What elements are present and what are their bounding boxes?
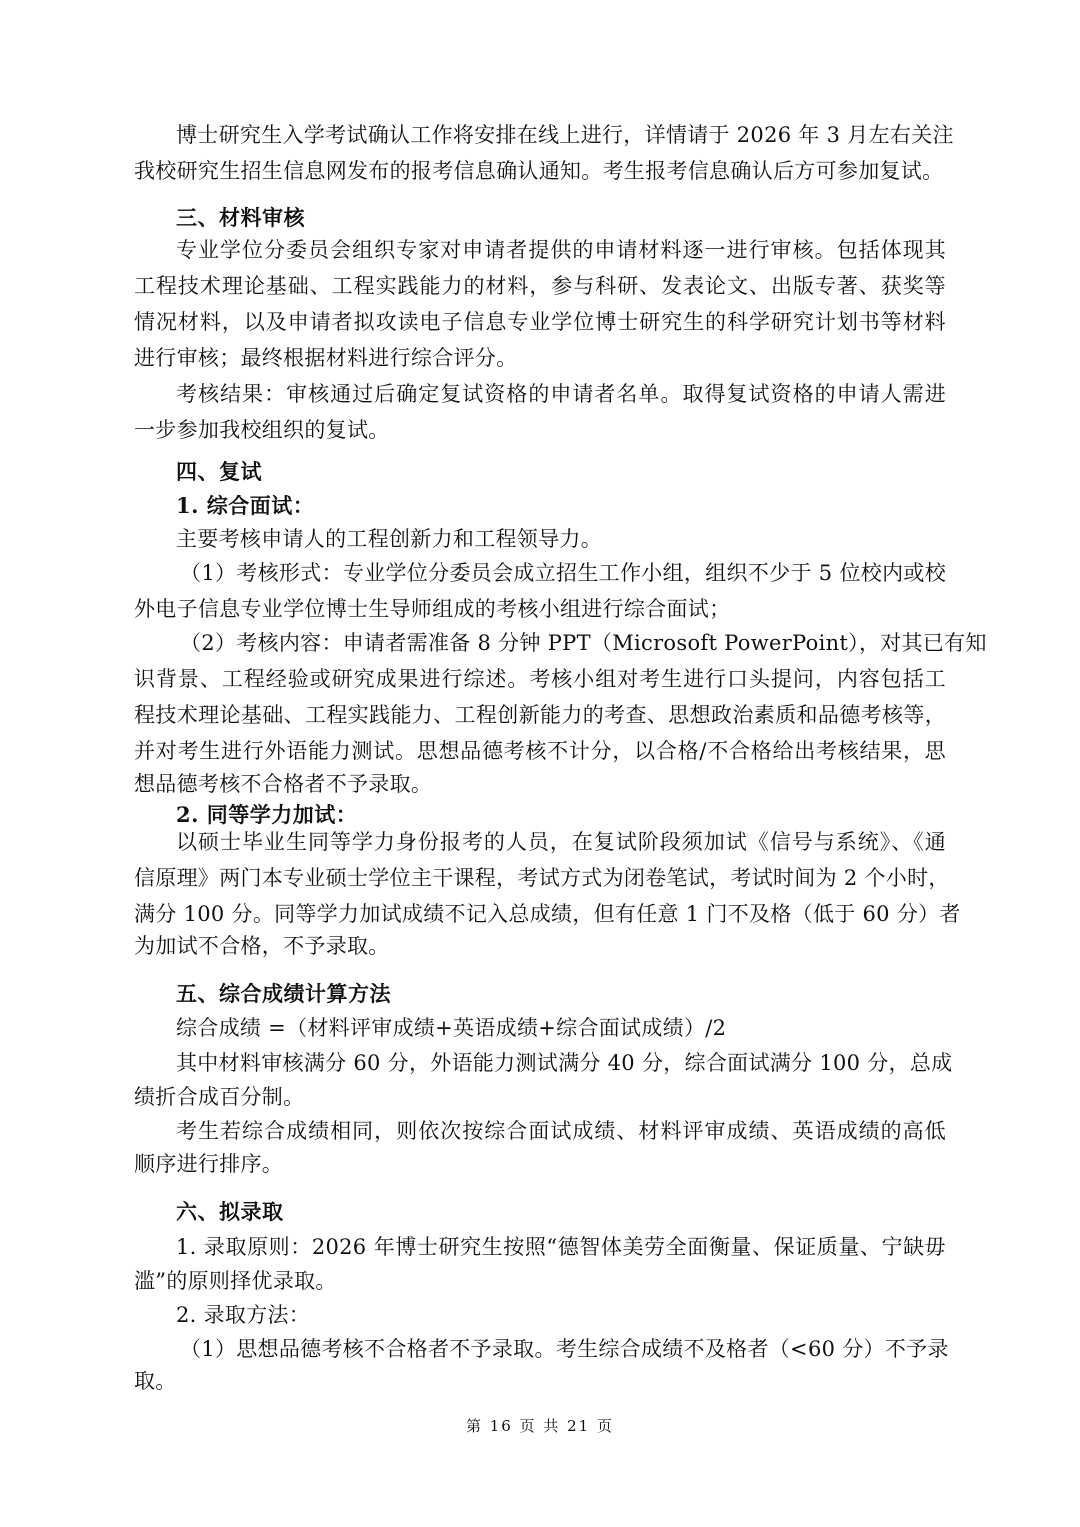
section4-sub2-line-2: 信原理》两门本专业硕士学位主干课程，考试方式为闭卷笔试，考试时间为 2 个小时， (134, 866, 950, 890)
section4-sub1-item1-line-1: （1）考核形式：专业学位分委员会成立招生工作小组，组织不少于 5 位校内或校 (180, 561, 946, 585)
section3-para2-line-2: 一步参加我校组织的复试。 (134, 418, 390, 442)
section4-sub1-intro: 主要考核申请人的工程创新力和工程领导力。 (176, 527, 602, 551)
section4-sub1-item2-line-3: 程技术理论基础、工程实践能力、工程创新能力的考查、思想政治素质和品德考核等， (134, 703, 946, 727)
section6-item1-line-2: 滥”的原则择优录取。 (134, 1269, 337, 1293)
section4-sub1-heading: 1. 综合面试： (176, 493, 315, 518)
section3-para1-line-3: 情况材料，以及申请者拟攻读电子信息专业学位博士研究生的科学研究计划书等材料 (134, 310, 946, 334)
section3-para1-line-4: 进行审核；最终根据材料进行综合评分。 (134, 346, 518, 370)
section4-sub1-item2-line-2: 识背景、工程经验或研究成果进行综述。考核小组对考生进行口头提问，内容包括工 (134, 667, 946, 691)
section5-para1-line-2: 绩折合成百分制。 (134, 1085, 305, 1109)
section4-sub2-line-4: 为加试不合格，不予录取。 (134, 934, 390, 958)
section3-para1-line-2: 工程技术理论基础、工程实践能力的材料，参与科研、发表论文、出版专著、获奖等 (134, 274, 946, 298)
section6-item2: 2. 录取方法： (176, 1303, 311, 1327)
section4-heading: 四、复试 (176, 459, 262, 484)
section5-heading: 五、综合成绩计算方法 (176, 981, 391, 1006)
section4-sub1-item2-line-4: 并对考生进行外语能力测试。思想品德考核不计分，以合格/不合格给出考核结果，思 (134, 739, 946, 763)
page-number-footer: 第 16 页 共 21 页 (465, 1417, 614, 1435)
section3-heading: 三、材料审核 (176, 205, 305, 230)
section6-heading: 六、拟录取 (176, 1199, 284, 1224)
section6-item1-line-1: 1. 录取原则：2026 年博士研究生按照“德智体美劳全面衡量、保证质量、宁缺毋 (176, 1235, 946, 1259)
section3-para2-line-1: 考核结果：审核通过后确定复试资格的申请者名单。取得复试资格的申请人需进 (176, 382, 946, 406)
section4-sub1-item2-line-5: 想品德考核不合格者不予录取。 (134, 772, 433, 796)
section3-para1-line-1: 专业学位分委员会组织专家对申请者提供的申请材料逐一进行审核。包括体现其 (176, 238, 946, 262)
section6-item2-sub1-line-2: 取。 (134, 1369, 177, 1393)
section5-para2-line-1: 考生若综合成绩相同，则依次按综合面试成绩、材料评审成绩、英语成绩的高低 (176, 1119, 946, 1143)
section4-sub2-line-1: 以硕士毕业生同等学力身份报考的人员，在复试阶段须加试《信号与系统》、《通 (176, 830, 946, 854)
section5-para1-line-1: 其中材料审核满分 60 分，外语能力测试满分 40 分，综合面试满分 100 分，总成 (176, 1051, 953, 1075)
section6-item2-sub1-line-1: （1）思想品德考核不合格者不予录取。考生综合成绩不及格者（<60 分）不予录 (180, 1337, 949, 1361)
section4-sub1-item1-line-2: 外电子信息专业学位博士生导师组成的考核小组进行综合面试； (134, 597, 731, 621)
intro-line-2: 我校研究生招生信息网发布的报考信息确认通知。考生报考信息确认后方可参加复试。 (134, 159, 944, 183)
section5-formula: 综合成绩 =（材料评审成绩+英语成绩+综合面试成绩）/2 (176, 1016, 727, 1040)
section4-sub2-line-3: 满分 100 分。同等学力加试成绩不记入总成绩，但有任意 1 门不及格（低于 60 分）者 (134, 902, 961, 926)
section4-sub2-heading: 2. 同等学力加试： (176, 802, 358, 827)
section4-sub1-item2-line-1: （2）考核内容：申请者需准备 8 分钟 PPT（Microsoft PowerPoint），对其已有知 (180, 631, 987, 655)
section5-para2-line-2: 顺序进行排序。 (134, 1152, 284, 1176)
intro-line-1: 博士研究生入学考试确认工作将安排在线上进行，详情请于 2026 年 3 月左右关注 (176, 123, 954, 147)
